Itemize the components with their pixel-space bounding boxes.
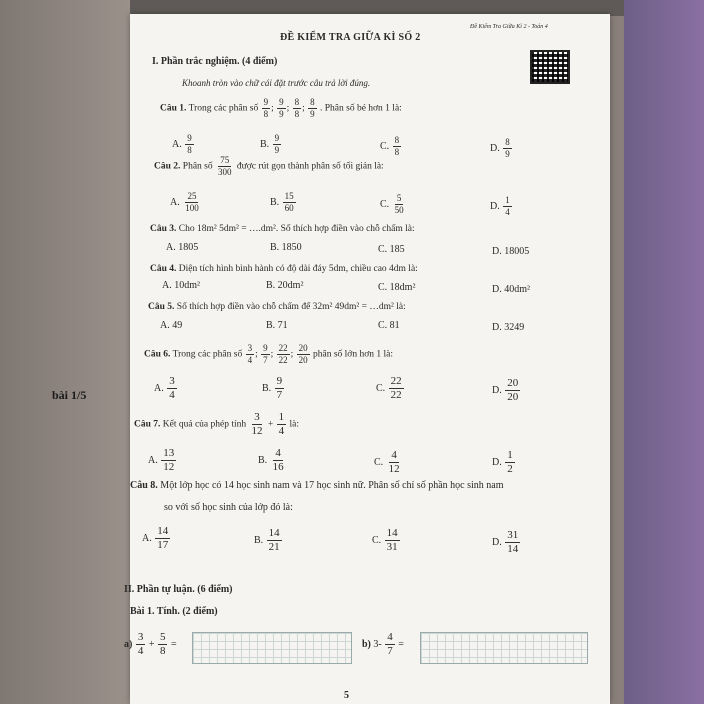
background-left (0, 0, 130, 704)
answer-grid-a[interactable] (192, 632, 352, 664)
exercise-a: a) $\frac{3}{4}$ + $\frac{5}{8}$ = (124, 631, 177, 657)
q4-option-d[interactable]: D. 40dm² (492, 284, 530, 295)
q6-option-c[interactable]: C. $\frac{22}{22}$ (376, 375, 402, 401)
q5-option-c[interactable]: C. 81 (378, 320, 400, 331)
q3-option-d[interactable]: D. 18005 (492, 246, 530, 257)
question-5: Câu 5. Số thích hợp điền vào chỗ chấm để 32m² 49dm² = …dm² là: (148, 302, 406, 312)
part1-title: I. Phần trắc nghiệm. (4 điểm) (152, 56, 278, 67)
question-7: Câu 7. Kết quả của phép tính $\frac{3}{12}$ + $\frac{1}{4}$ là: (134, 411, 300, 437)
question-3: Câu 3. Cho 18m² 5dm² = ….dm². Số thích hợp điền vào chỗ chấm là: (150, 224, 415, 234)
page-number: 5 (344, 690, 349, 701)
q7-option-b[interactable]: B. $\frac{4}{16}$ (258, 447, 284, 473)
q1-option-c[interactable]: C. $\frac{8}{8}$ (380, 135, 400, 157)
q4-option-b[interactable]: B. 20dm² (266, 280, 304, 291)
question-1: Câu 1. Trong các phân số $\frac{9}{8}$ ; $\frac{9}{9}$ ; $\frac{8}{8}$ ; $\frac{8}{9}$ . Phân số bé hơn 1 là: (160, 97, 402, 119)
answer-grid-b[interactable] (420, 632, 588, 664)
q1-option-b[interactable]: B. $\frac{9}{9}$ (260, 133, 280, 155)
q4-option-c[interactable]: C. 18dm² (378, 282, 416, 293)
q2-option-d[interactable]: D. $\frac{1}{4}$ (490, 195, 510, 217)
part2-title: II. Phần tự luận. (6 điểm) (124, 584, 233, 595)
q4-option-a[interactable]: A. 10dm² (162, 280, 200, 291)
qr-code (530, 50, 570, 84)
q7-option-a[interactable]: A. $\frac{13}{12}$ (148, 447, 175, 473)
q8-option-c[interactable]: C. $\frac{14}{31}$ (372, 527, 398, 553)
header-corner: Đề Kiểm Tra Giữa Kì 2 - Toán 4 (470, 24, 548, 30)
q2-option-b[interactable]: B. $\frac{15}{60}$ (270, 191, 294, 213)
q5-option-d[interactable]: D. 3249 (492, 322, 525, 333)
q8-option-d[interactable]: D. $\frac{31}{14}$ (492, 529, 519, 555)
question-4: Câu 4. Diện tích hình bình hành có độ dài đáy 5dm, chiều cao 4dm là: (150, 264, 418, 274)
q8-option-b[interactable]: B. $\frac{14}{21}$ (254, 527, 280, 553)
question-2: Câu 2. Phân số $\frac{75}{300}$ được rút gọn thành phân số tối giản là: (154, 155, 384, 177)
q1-option-d[interactable]: D. $\frac{8}{9}$ (490, 137, 510, 159)
q6-option-a[interactable]: A. $\frac{3}{4}$ (154, 375, 175, 401)
question-8-line2: so với số học sinh của lớp đó là: (164, 502, 293, 513)
question-8: Câu 8. Một lớp học có 14 học sinh nam và 17 học sinh nữ. Phân số chỉ số phần học sinh nam (130, 480, 504, 491)
question-6: Câu 6. Trong các phân số $\frac{3}{4}$ ; $\frac{9}{7}$ ; $\frac{22}{22}$ ; $\frac{20}{20}$ phân số lớn hơn 1 là: (144, 343, 393, 365)
exercise-b: b) 3- $\frac{4}{7}$ = (362, 631, 404, 657)
side-note: bài 1/5 (52, 388, 87, 402)
q1-option-a[interactable]: A. $\frac{9}{8}$ (172, 133, 192, 155)
q5-option-b[interactable]: B. 71 (266, 320, 288, 331)
q2-option-c[interactable]: C. $\frac{5}{50}$ (380, 193, 404, 215)
part1-instruction: Khoanh tròn vào chữ cái đặt trước câu trả lời đúng. (182, 78, 371, 88)
q3-option-b[interactable]: B. 1850 (270, 242, 302, 253)
q3-option-c[interactable]: C. 185 (378, 244, 405, 255)
q7-option-c[interactable]: C. $\frac{4}{12}$ (374, 449, 400, 475)
background-right (624, 0, 704, 704)
q7-option-d[interactable]: D. $\frac{1}{2}$ (492, 449, 513, 475)
part2-bai1: Bài 1. Tính. (2 điểm) (130, 606, 218, 617)
q2-option-a[interactable]: A. $\frac{25}{100}$ (170, 191, 199, 213)
q5-option-a[interactable]: A. 49 (160, 320, 183, 331)
q8-option-a[interactable]: A. $\frac{14}{17}$ (142, 525, 169, 551)
q6-option-d[interactable]: D. $\frac{20}{20}$ (492, 377, 519, 403)
q3-option-a[interactable]: A. 1805 (166, 242, 199, 253)
q6-option-b[interactable]: B. $\frac{9}{7}$ (262, 375, 283, 401)
exam-title: ĐỀ KIỂM TRA GIỮA KÌ SỐ 2 (280, 32, 421, 43)
exam-page (124, 14, 610, 704)
